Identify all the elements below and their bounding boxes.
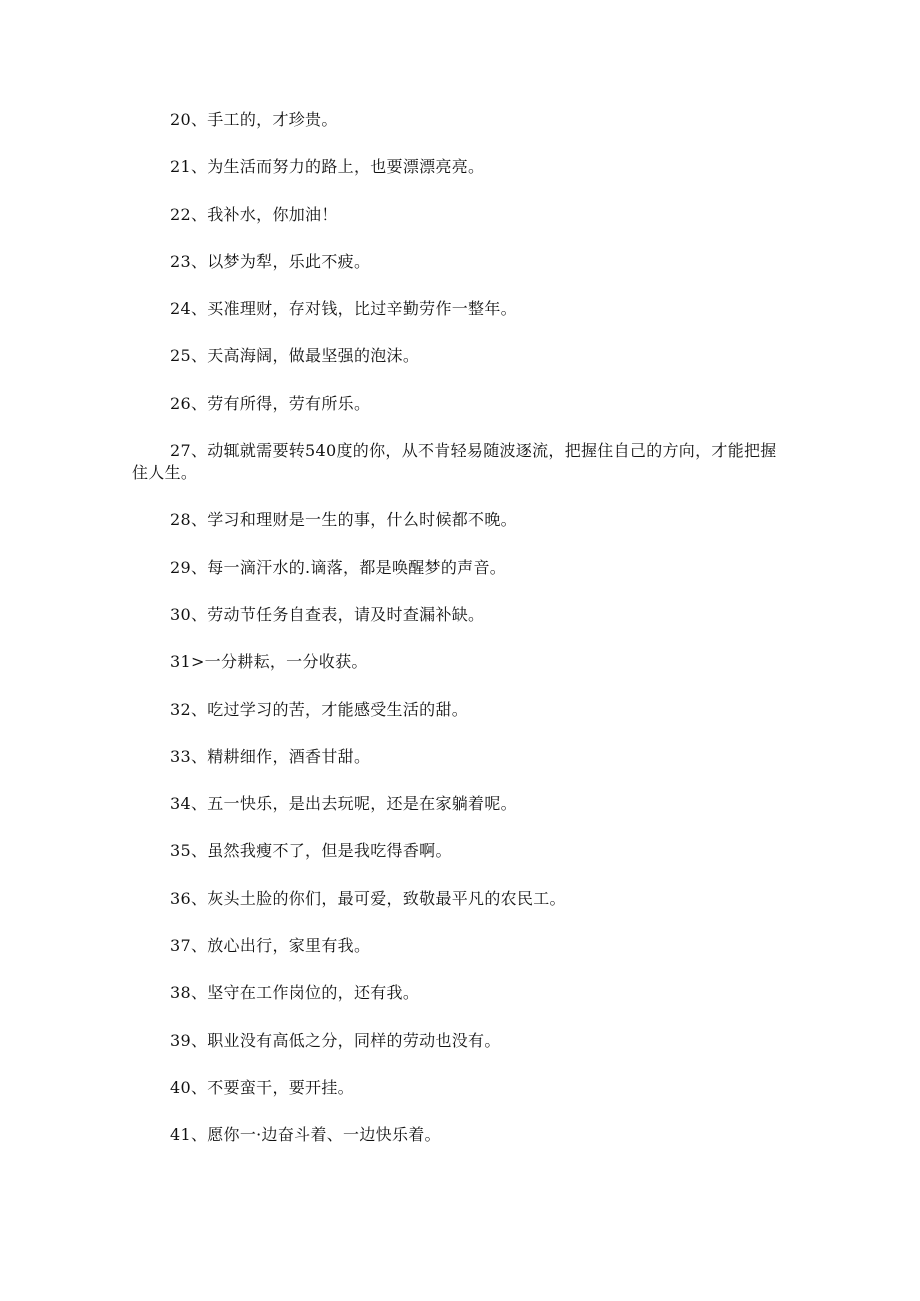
list-item: 29、每一滴汗水的.谪落，都是唤醒梦的声音。 (170, 557, 507, 577)
list-item: 30、劳动节任务自查表，请及时查漏补缺。 (170, 604, 485, 624)
list-item: 35、虽然我瘦不了，但是我吃得香啊。 (170, 841, 452, 861)
list-item: 32、吃过学习的苦，才能感受生活的甜。 (170, 699, 469, 719)
list-item: 27、动辄就需要转540度的你，从不肯轻易随波逐流，把握住自己的方向，才能把握住人生。 (132, 441, 777, 483)
list-item: 33、精耕细作，酒香甘甜。 (170, 746, 371, 766)
list-item: 38、坚守在工作岗位的，还有我。 (170, 983, 420, 1003)
list-item: 25、天高海阔，做最坚强的泡沫。 (170, 346, 420, 366)
list-item: 24、买准理财，存对钱，比过辛勤劳作一整年。 (170, 299, 517, 319)
list-item: 28、学习和理财是一生的事，什么时候都不晚。 (170, 510, 517, 530)
list-item: 26、劳有所得，劳有所乐。 (170, 393, 371, 413)
list-item: 41、愿你一·边奋斗着、一边快乐着。 (170, 1125, 441, 1145)
document-body (132, 109, 782, 1172)
list-item: 37、放心出行，家里有我。 (170, 936, 371, 956)
list-item: 22、我补水，你加油！ (170, 204, 338, 224)
list-item: 31>一分耕耘，一分收获。 (170, 652, 368, 672)
list-item: 20、手工的，才珍贵。 (170, 110, 338, 129)
list-item: 39、职业没有高低之分，同样的劳动也没有。 (170, 1030, 501, 1050)
list-item: 21、为生活而努力的路上，也要漂漂亮亮。 (170, 157, 485, 177)
list-item: 23、以梦为犁，乐此不疲。 (170, 251, 371, 271)
list-item: 36、灰头土脸的你们，最可爱，致敬最平凡的农民工。 (170, 888, 566, 908)
list-item: 40、不要蛮干，要开挂。 (170, 1077, 354, 1097)
list-item: 34、五一快乐，是出去玩呢，还是在家躺着呢。 (170, 794, 517, 814)
